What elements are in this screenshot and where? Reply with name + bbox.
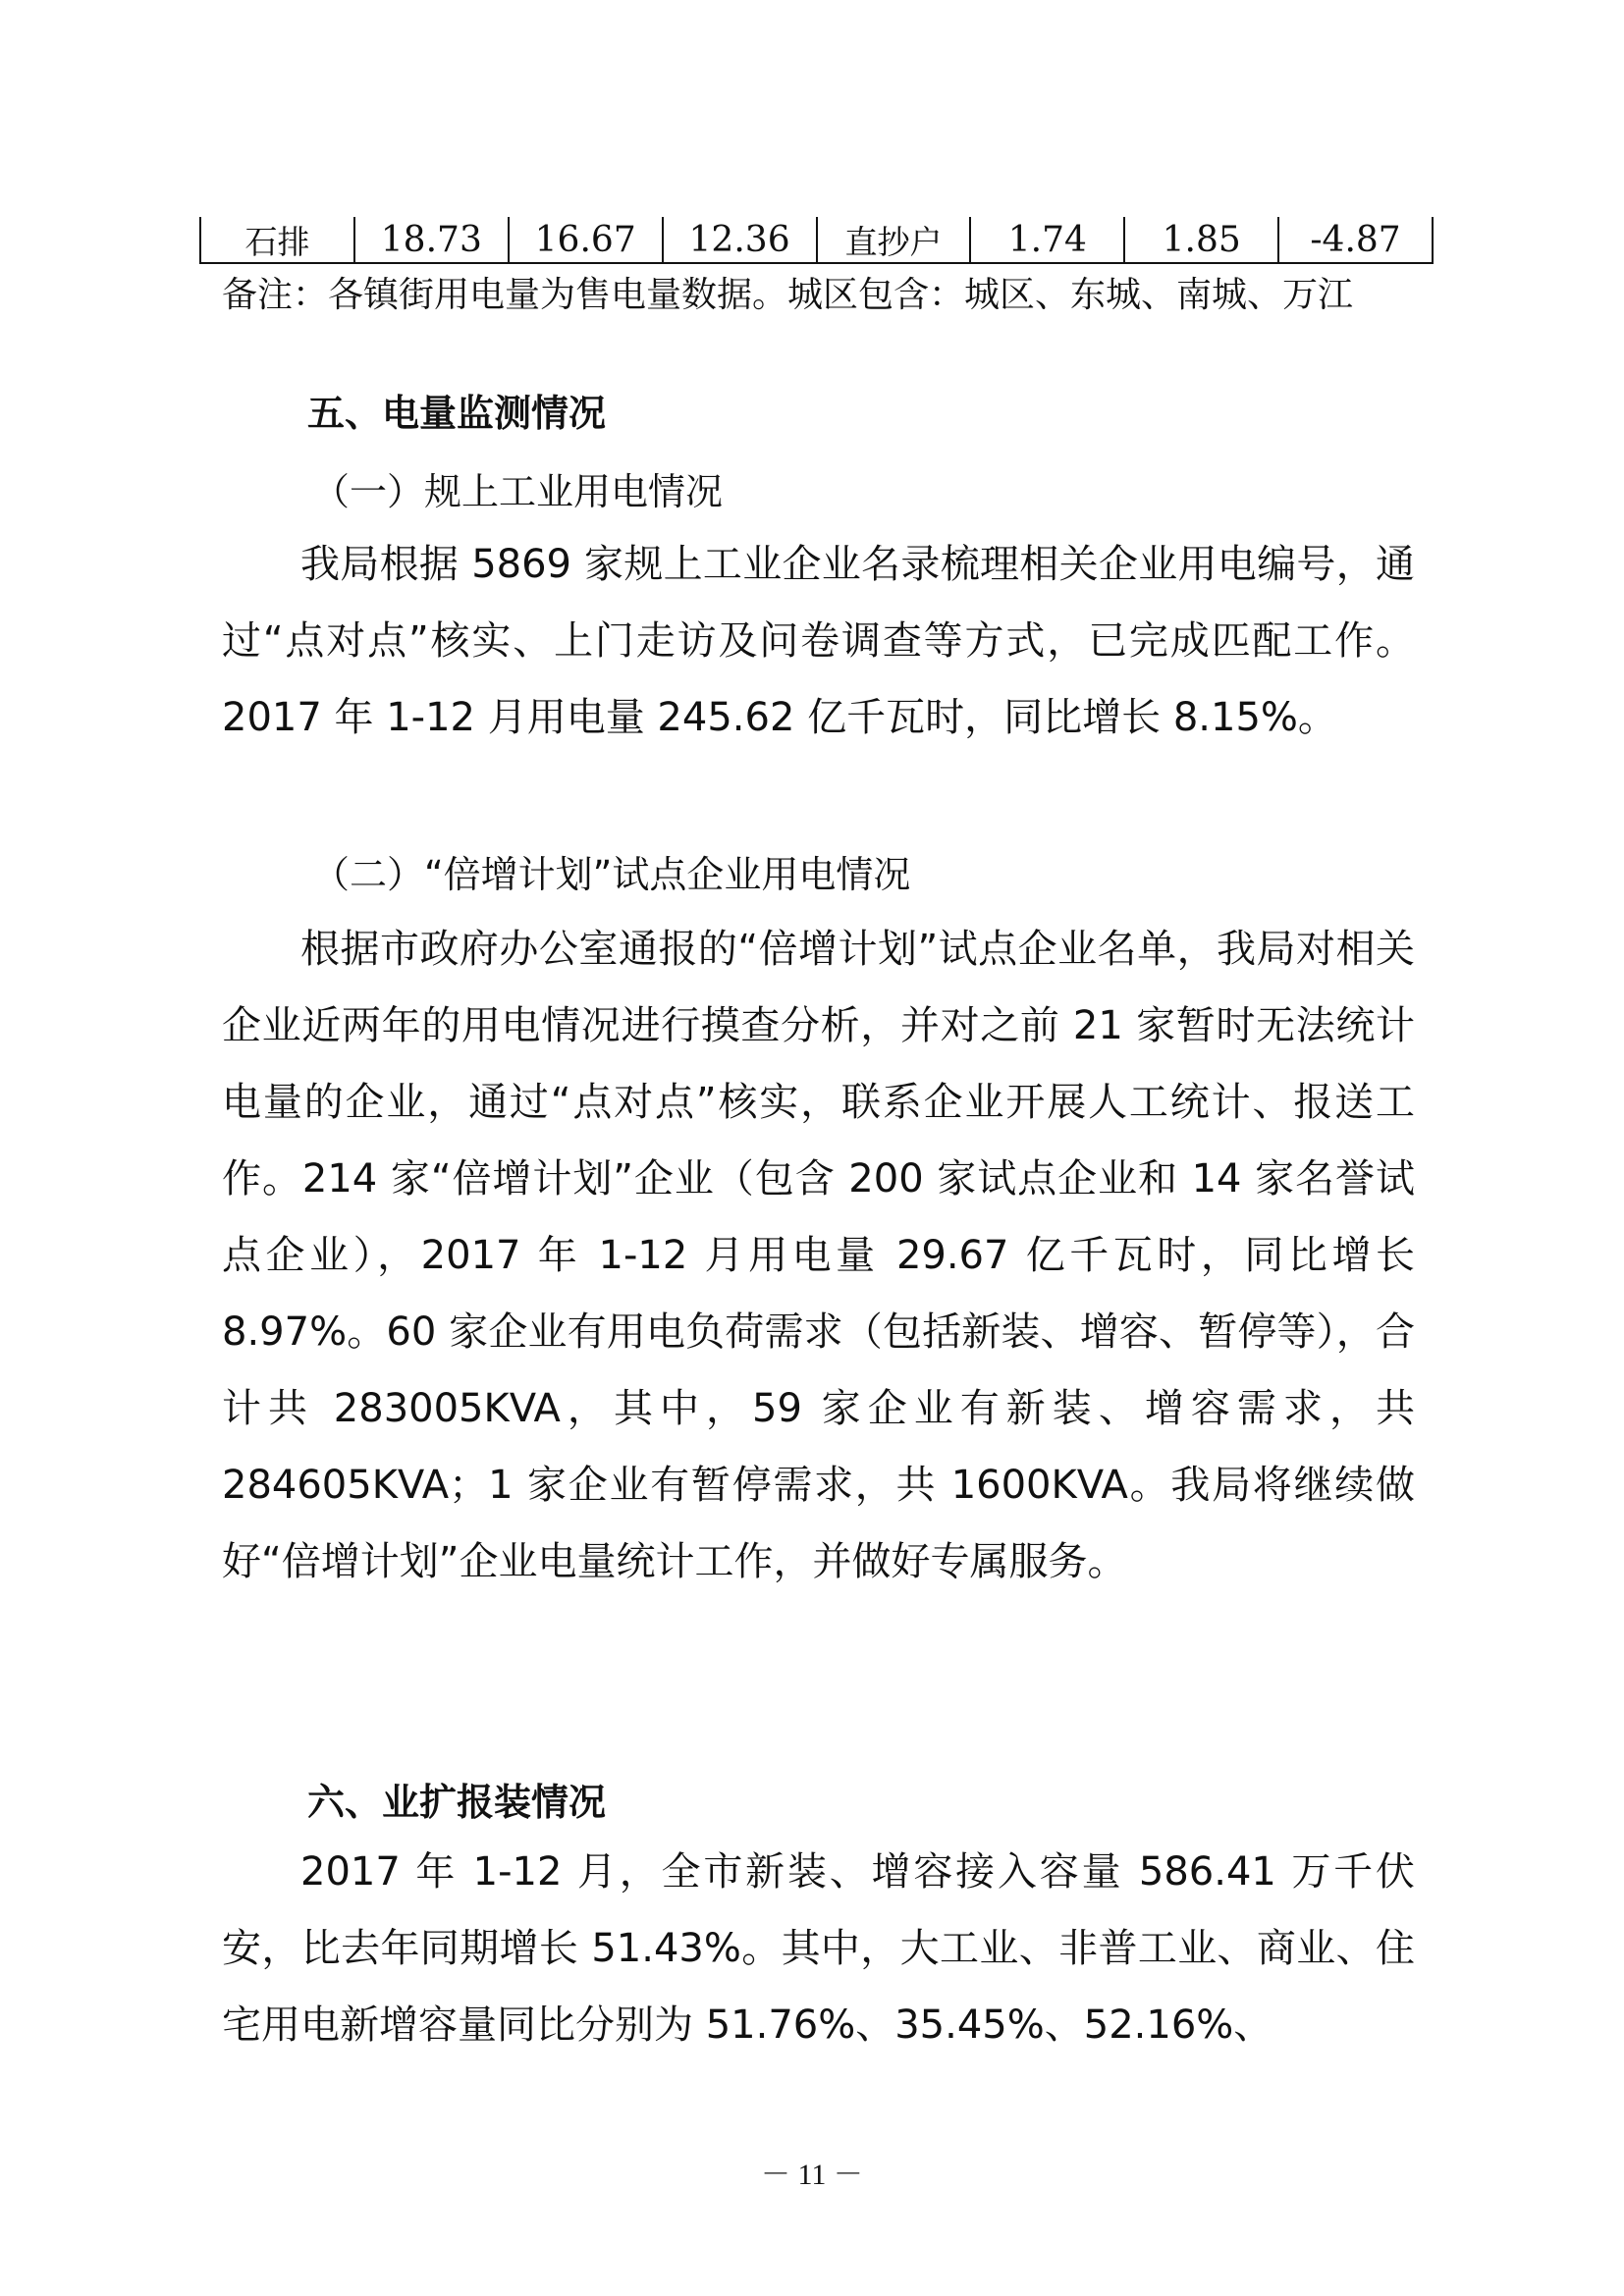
table-cell-town: 石排 <box>199 217 353 262</box>
section-6-paragraph: 2017 年 1-12 月，全市新装、增容接入容量 586.41 万千伏安，比去年同期增长 51.43%。其中，大工业、非普工业、商业、住宅用电新增容量同比分别为 51.76%、35.45%、52.16%、 <box>222 1849 1415 2048</box>
subsection-1-paragraph: 我局根据 5869 家规上工业企业名录梳理相关企业用电编号，通过“点对点”核实、上门走访及问卷调查等方式，已完成匹配工作。2017 年 1-12 月用电量 245.62 亿千瓦时，同比增长 8.15%。 <box>222 542 1415 740</box>
table-row <box>199 217 1434 264</box>
table-cell: 18.73 <box>353 217 508 262</box>
table-cell: 12.36 <box>662 217 816 262</box>
section-5-heading: 五、电量监测情况 <box>307 392 607 435</box>
table-cell: 16.67 <box>508 217 662 262</box>
table-note: 备注：各镇街用电量为售电量数据。城区包含：城区、东城、南城、万江 <box>222 275 1354 315</box>
subsection-2-heading: （二）“倍增计划”试点企业用电情况 <box>312 853 911 896</box>
table-cell: 1.74 <box>969 217 1123 262</box>
table-cell: 1.85 <box>1123 217 1277 262</box>
section-6-heading: 六、业扩报装情况 <box>307 1781 607 1824</box>
subsection-2-paragraph: 根据市政府办公室通报的“倍增计划”试点企业名单，我局对相关企业近两年的用电情况进行摸查分析，并对之前 21 家暂时无法统计电量的企业，通过“点对点”核实，联系企业开展人工统计、报送工作。214 家“倍增计划”企业（包含 200 家试点企业和 14 家名誉试点企业），2017 年 1-12 月用电量 29.67 亿千瓦时，同比增长 8.97%。60 家企业有用电负荷需求（包括新装、增容、暂停等），合计共 283005KVA，其中，59 家企业有新装、增容需求，共 284605KVA；1 家企业有暂停需求，共 1600KVA。我局将继续做好“倍增计划”企业电量统计工作，并做好专属服务。 <box>222 927 1415 1584</box>
page-number: － 11 － <box>761 2159 863 2191</box>
table-cell: 直抄户 <box>816 217 970 262</box>
subsection-1-heading: （一）规上工业用电情况 <box>312 470 724 513</box>
table-cell: -4.87 <box>1277 217 1434 262</box>
